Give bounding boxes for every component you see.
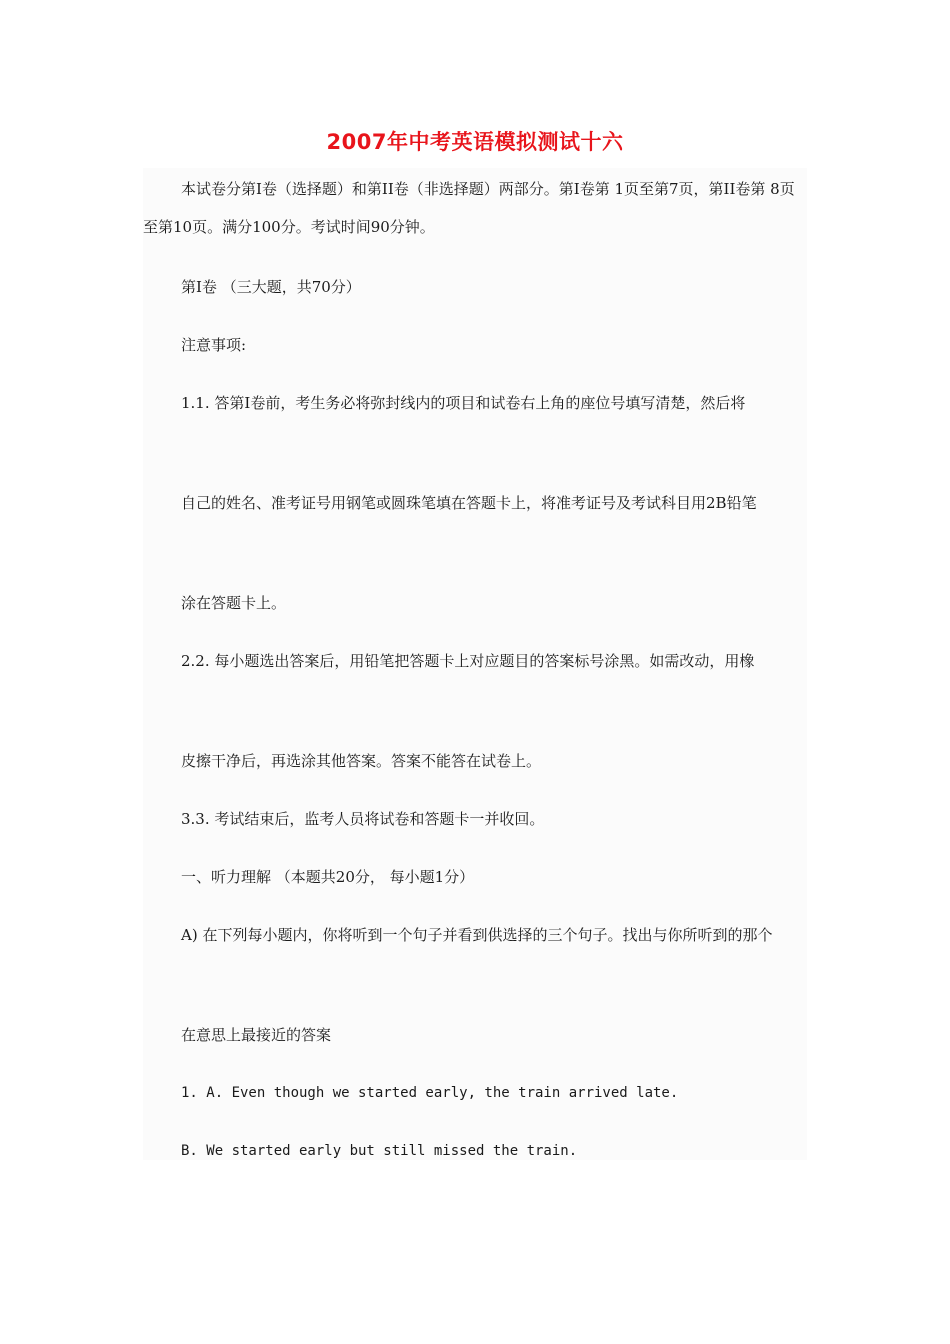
- paragraph-notice-1: 1.1. 答第Ⅰ卷前，考生务必将弥封线内的项目和试卷右上角的座位号填写清楚，然后将: [181, 394, 746, 412]
- paragraph-listening-instructions-cont: 在意思上最接近的答案: [181, 1026, 332, 1044]
- document-body: [143, 168, 807, 1160]
- paragraph-listening-heading: 一、听力理解 （本题共20分， 每小题1分）: [181, 868, 475, 886]
- page-title: 2007年中考英语模拟测试十六: [326, 130, 624, 154]
- paragraph-notice-1-end: 涂在答题卡上。: [181, 594, 287, 612]
- paragraph-notice-heading: 注意事项:: [181, 336, 247, 354]
- paragraph-section-heading: 第Ⅰ卷 （三大题，共70分）: [181, 278, 361, 296]
- paragraph-intro: 本试卷分第Ⅰ卷（选择题）和第II卷（非选择题）两部分。第Ⅰ卷第 1页至第7页，第II卷第 8页至第10页。满分100分。考试时间90分钟。: [143, 180, 795, 236]
- paragraph-listening-instructions: A) 在下列每小题内，你将听到一个句子并看到供选择的三个句子。找出与你所听到的那个: [181, 926, 773, 944]
- paragraph-notice-2: 2.2. 每小题选出答案后，用铅笔把答题卡上对应题目的答案标号涂黑。如需改动，用橡: [181, 652, 755, 670]
- question-1-option-b: B. We started early but still missed the train.: [181, 1143, 578, 1159]
- paragraph-notice-1-cont: 自己的姓名、准考证号用钢笔或圆珠笔填在答题卡上，将准考证号及考试科目用2B铅笔: [181, 494, 757, 512]
- paragraph-notice-2-cont: 皮擦干净后，再选涂其他答案。答案不能答在试卷上。: [181, 752, 542, 770]
- question-1-option-a: 1. A. Even though we started early, the train arrived late.: [181, 1085, 679, 1101]
- paragraph-notice-3: 3.3. 考试结束后，监考人员将试卷和答题卡一并收回。: [181, 810, 545, 828]
